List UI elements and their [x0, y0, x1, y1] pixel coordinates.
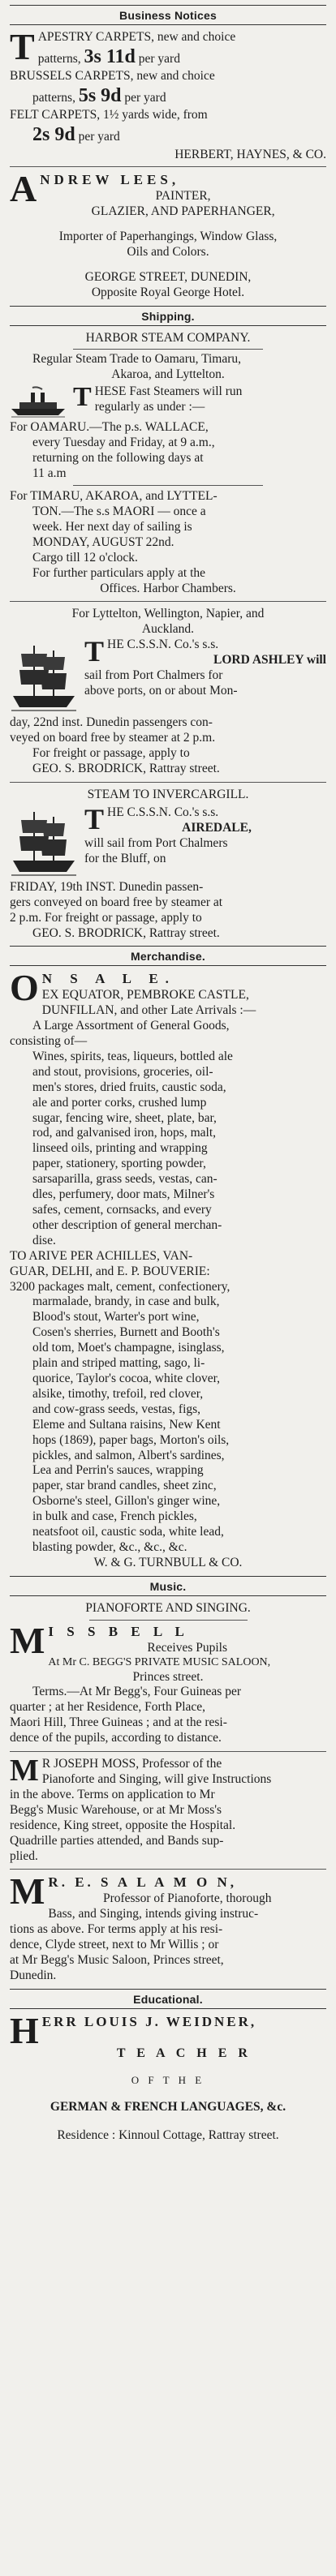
- sailing-ship-icon: [10, 639, 78, 714]
- divider: [10, 166, 326, 167]
- harbor-steam-ad: HARBOR STEAM COMPANY. Regular Steam Trade to Oamaru, Timaru, Akaroa, and Lyttelton. THESE Fast Steamers will run regularly as under :— For OAMARU.—The p.s. WALLACE, every Tuesday and Friday, at 9 a.m., returning on the following days at 11 a.m For TIMARU, AKAROA, and LYTTEL- TON.—The s.s MAORI — once a week. Her next day of sailing is MONDAY, AUGUST 22nd. Cargo till 12 o'clock. For further particulars apply at the Offices. Harbor Chambers.: [10, 331, 326, 597]
- divider: [10, 601, 326, 602]
- dropcap-m: M: [10, 1870, 45, 1913]
- divider: [10, 1989, 326, 1990]
- short-rule: [73, 349, 263, 350]
- short-rule: [73, 485, 263, 486]
- miss-bell-ad: PIANOFORTE AND SINGING. M I S S B E L L Receives Pupils At Mr C. BEGG'S PRIVATE MUSIC SALOON, Princes street. Terms.—At Mr Begg's, Four Guineas per quarter ; at her Residence, Forth Place, Maori Hill, Three Guineas ; and at the resi- dence of the pupils, according to distance.: [10, 1600, 271, 1745]
- paddle-steamer-icon: [10, 386, 67, 419]
- divider: [10, 24, 326, 25]
- advertiser-signature: HERBERT, HAYNES, & CO.: [174, 147, 326, 161]
- dropcap-h: H: [10, 2009, 39, 2051]
- section-heading-educational: Educational.: [133, 1992, 203, 2006]
- dropcap-t: T: [10, 26, 35, 67]
- divider: [10, 5, 326, 6]
- salamon-ad: M R. E. S A L A M O N, Professor of Pianoforte, thorough Bass, and Singing, intends giving instruc- tions as above. For terms apply at his resi- dence, Clyde street, next to Mr Willis ; or at Mr Begg's Music Saloon, Princes street, Dunedin.: [10, 1870, 272, 1982]
- divider: [10, 1869, 326, 1870]
- short-rule: [89, 1620, 248, 1621]
- divider: [10, 306, 326, 307]
- section-heading-shipping: Shipping.: [141, 309, 195, 323]
- dropcap-m: M: [10, 1754, 39, 1788]
- divider: [10, 1576, 326, 1577]
- dropcap-m: M: [10, 1619, 45, 1661]
- on-sale-ad: O N S A L E. EX EQUATOR, PEMBROKE CASTLE, DUNFILLAN, and other Late Arrivals :— A Large Assortment of General Goods, consisting of— Wines, spirits, teas, liqueurs, bottled ale and stout, provisions, groceries, oil- men's stores, dried fruits, caustic soda, ale and porter corks, crushed lump sugar, fencing wire, sheet, plate, bar, rod, and galvanised iron, hops, malt, linseed oils, printing and wrapping paper, stationery, sporting powder, sarsaparilla, grass seeds, vestas, can- dles, perfumery, door mats, Milner's safes, cement, cornsacks, and every other description of general merchan- dise. TO ARIVE PER ACHILLES, VAN- GUAR, DELHI, and E. P. BOUVERIE: 3200 packages malt, cement, confectionery, marmalade, brandy, in case and bulk, Blood's stout, Warter's port wine, Cosen's sherries, Burnett and Booth's old tom, Moet's champagne, isinglass, plain and striped matting, sago, li- quorice, Taylor's cocoa, white clover, alsike, timothy, trefoil, red clover, and cow-grass seeds, vestas, figs, Eleme and Sultana raisins, New Kent hops (1869), paper bags, Morton's oils, pickles, and salmon, Albert's sardines, Lea and Perrin's sauces, wrapping paper, star brand candles, sheet zinc, Osborne's steel, Gillon's ginger wine, in bulk and case, French pickles, neatsfoot oil, caustic soda, white lead, blasting powder, &c., &c., &c. W. & G. TURNBULL & CO.: [10, 971, 326, 1570]
- divider: [10, 1751, 326, 1752]
- divider: [10, 325, 326, 326]
- andrew-lees-ad: ANDREW LEES, PAINTER, GLAZIER, AND PAPERHANGER, Importer of Paperhangings, Window Glass, Oils and Colors. GEORGE STREET, DUNEDIN, Opposite Royal George Hotel.: [10, 168, 278, 299]
- lord-ashley-ad: For Lyttelton, Wellington, Napier, and Auckland. THE C.S.S.N. Co.'s s.s. LORD ASHLEY will sail from Port Chalmers for above ports, on or about Mon- day, 22nd inst. Dunedin passengers con- veyed on board free by steamer at 2 p.m. For freight or passage, apply to GEO. S. BRODRICK, Rattray street.: [10, 607, 326, 775]
- dropcap-o: O: [10, 967, 39, 1009]
- section-heading-merchandise: Merchandise.: [131, 950, 205, 964]
- divider: [10, 2008, 326, 2009]
- advertiser-signature: W. & G. TURNBULL & CO.: [93, 1555, 243, 1569]
- section-heading-music: Music.: [149, 1579, 187, 1593]
- sailing-ship-icon: [10, 807, 78, 878]
- divider: [10, 1595, 326, 1596]
- divider: [10, 965, 326, 966]
- weidner-ad: HERR LOUIS J. WEIDNER, T E A C H E R O F T H E GERMAN & FRENCH LANGUAGES, &c. Residence : Kinnoul Cottage, Rattray street.: [10, 2009, 286, 2142]
- joseph-moss-ad: M R JOSEPH MOSS, Professor of the Pianoforte and Singing, will give Instructions in the above. Terms on application to Mr Begg's Music Warehouse, or at Mr Moss's residence, King street, opposite the Hospital. Quadrille parties attended, and Bands sup- plied.: [10, 1754, 272, 1863]
- price: 2s 9d: [32, 124, 75, 146]
- divider: [10, 946, 326, 947]
- price: 5s 9d: [78, 85, 122, 107]
- airedale-ad: STEAM TO INVERCARGILL. THE C.S.S.N. Co.'s s.s. AIREDALE, will sail from Port Chalmers for the Bluff, on FRIDAY, 19th INST. Dunedin passen- gers conveyed on board free by steamer at 2 p.m. For freight or passage, apply to GEO. S. BRODRICK, Rattray street.: [10, 787, 252, 940]
- dropcap-a: A: [10, 168, 37, 210]
- divider: [10, 782, 326, 783]
- dropcap-t: T: [73, 384, 92, 413]
- dropcap-t: T: [84, 805, 105, 835]
- price: 3s 11d: [84, 45, 136, 67]
- dropcap-t: T: [84, 638, 105, 668]
- section-heading-business: Business Notices: [119, 9, 217, 22]
- tapestry-carpets-ad: TAPESTRY CARPETS, new and choice patterns, 3s 11d per yard BRUSSELS CARPETS, new and choice patterns, 5s 9d per yard FELT CARPETS, 1½ yards wide, from 2s 9d per yard HERBERT, HAYNES, & CO.: [10, 26, 326, 161]
